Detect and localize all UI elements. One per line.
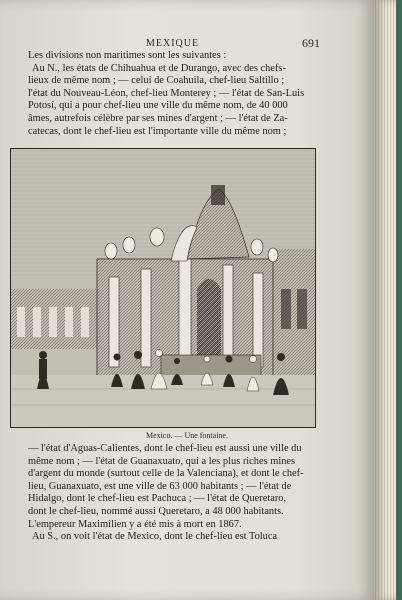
fountain-engraving [11,149,315,427]
running-header: MEXIQUE [146,38,200,49]
text-line: lieux de même nom ; — celui de Coahuila, chef-lieu Saltillo ; [28,75,285,87]
text-line: d'argent du monde (surtout celle de la Valenciana), et dont le chef- [28,468,304,480]
page-number: 691 [302,36,320,50]
book-cover-edge [396,0,402,600]
paragraph-top [28,50,324,138]
text-line: catecas, dont le chef-lieu est l'importante ville du même nom ; [28,125,287,137]
text-line: L'empereur Maximilien y a été mis à mort en 1867. [28,518,242,530]
text-line: Les divisions non maritimes sont les suivantes : [28,50,227,61]
text-line: — l'état d'Aguas-Calientes, dont le chef-lieu est aussi une ville du [28,443,302,454]
text-line: l'état du Nouveau-Léon, chef-lieu Monterey ; — l'état de San-Luis [28,87,305,99]
text-line: Au N., les états de Chihuahua et de Durango, avec des chefs- [32,62,286,74]
text-line: Potosí, qui a pour chef-lieu une ville du même nom, de 40 000 [28,100,288,112]
text-line: Hidalgo, dont le chef-lieu est Pachuca ; — l'état de Queretaro, [28,493,287,505]
engraving-illustration [10,148,316,428]
text-line: Au S., on voit l'état de Mexico, dont le chef-lieu est Toluca [32,531,278,543]
text-line: lieu, Guanaxuato, est une ville de 63 000 habitants ; — l'état de [28,480,292,492]
figure-caption: Mexico. — Une fontaine. [146,431,228,440]
paragraph-bottom [28,443,324,544]
text-line: dont le chef-lieu, nommé aussi Queretaro, a 48 000 habitants. [28,505,284,517]
text-line: âmes, autrefois célèbre par ses mines d'argent ; — l'état de Za- [28,112,288,124]
text-line: même nom ; — l'état de Guanaxuato, qui a les plus riches mines [28,455,296,467]
